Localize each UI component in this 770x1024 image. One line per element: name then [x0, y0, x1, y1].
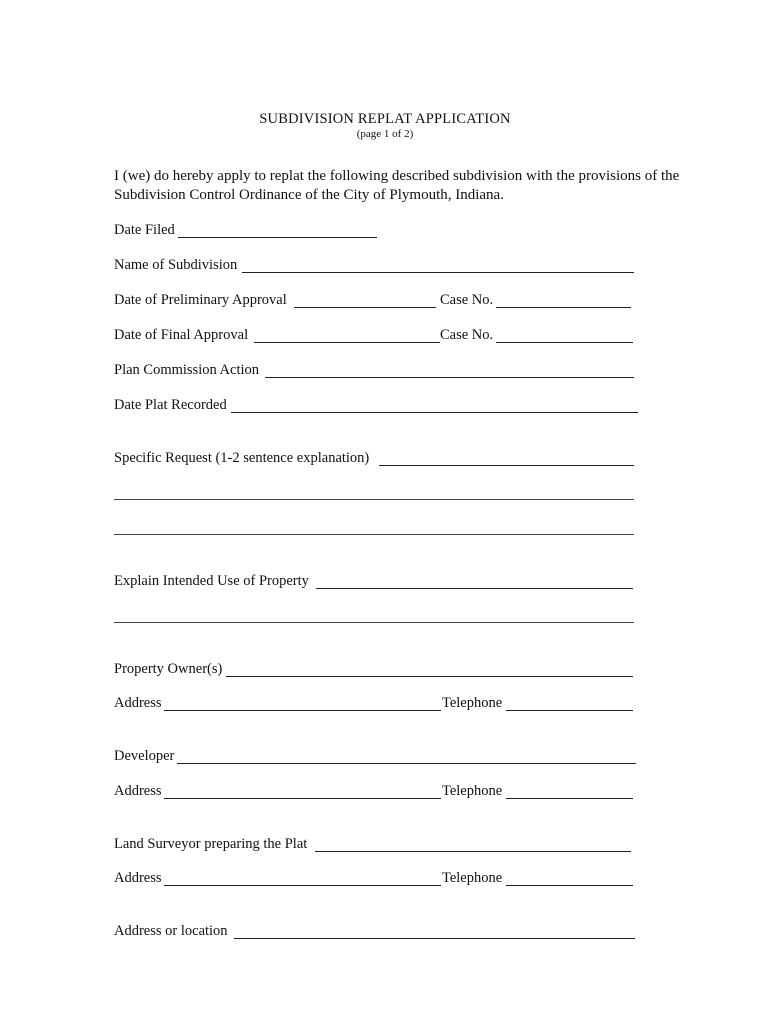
surveyor-address-label: Address: [114, 870, 162, 886]
surveyor-address-field[interactable]: [164, 885, 441, 886]
case-no-label-1: Case No.: [440, 292, 494, 308]
address-or-location-field[interactable]: [234, 938, 635, 939]
date-plat-recorded-field[interactable]: [231, 412, 638, 413]
plan-commission-action-label: Plan Commission Action: [114, 362, 260, 378]
intended-use-line-2[interactable]: [114, 622, 634, 623]
owner-address-field[interactable]: [164, 710, 441, 711]
intended-use-label: Explain Intended Use of Property: [114, 573, 309, 589]
specific-request-field[interactable]: [379, 465, 634, 466]
date-plat-recorded-label: Date Plat Recorded: [114, 397, 227, 413]
preliminary-approval-field[interactable]: [294, 307, 436, 308]
developer-field[interactable]: [177, 763, 636, 764]
preliminary-approval-label: Date of Preliminary Approval: [114, 292, 287, 308]
owner-telephone-label: Telephone: [442, 695, 503, 711]
date-filed-field[interactable]: [178, 237, 377, 238]
owner-address-label: Address: [114, 695, 162, 711]
form-title: SUBDIVISION REPLAT APPLICATION: [259, 111, 511, 127]
developer-telephone-field[interactable]: [506, 798, 633, 799]
surveyor-telephone-label: Telephone: [442, 870, 503, 886]
address-or-location-label: Address or location: [114, 923, 228, 939]
page-indicator: (page 1 of 2): [356, 128, 414, 140]
surveyor-telephone-field[interactable]: [506, 885, 633, 886]
property-owners-field[interactable]: [226, 676, 633, 677]
developer-label: Developer: [114, 748, 175, 764]
intended-use-field[interactable]: [316, 588, 633, 589]
developer-telephone-label: Telephone: [442, 783, 503, 799]
name-of-subdivision-field[interactable]: [242, 272, 634, 273]
specific-request-line-3[interactable]: [114, 534, 634, 535]
specific-request-line-2[interactable]: [114, 499, 634, 500]
developer-address-label: Address: [114, 783, 162, 799]
land-surveyor-label: Land Surveyor preparing the Plat: [114, 836, 308, 852]
final-approval-field[interactable]: [254, 342, 440, 343]
property-owners-label: Property Owner(s): [114, 661, 223, 677]
date-filed-label: Date Filed: [114, 222, 175, 238]
name-of-subdivision-label: Name of Subdivision: [114, 257, 238, 273]
developer-address-field[interactable]: [164, 798, 441, 799]
case-no-field-1[interactable]: [496, 307, 631, 308]
owner-telephone-field[interactable]: [506, 710, 633, 711]
intro-statement: I (we) do hereby apply to replat the following described subdivision with the provisions of the Subdivision Control Ordinance of the City of Plymouth, Indiana.: [114, 168, 680, 203]
case-no-field-2[interactable]: [496, 342, 633, 343]
final-approval-label: Date of Final Approval: [114, 327, 249, 343]
land-surveyor-field[interactable]: [315, 851, 631, 852]
specific-request-label: Specific Request (1-2 sentence explanation): [114, 450, 370, 466]
case-no-label-2: Case No.: [440, 327, 494, 343]
plan-commission-action-field[interactable]: [265, 377, 634, 378]
